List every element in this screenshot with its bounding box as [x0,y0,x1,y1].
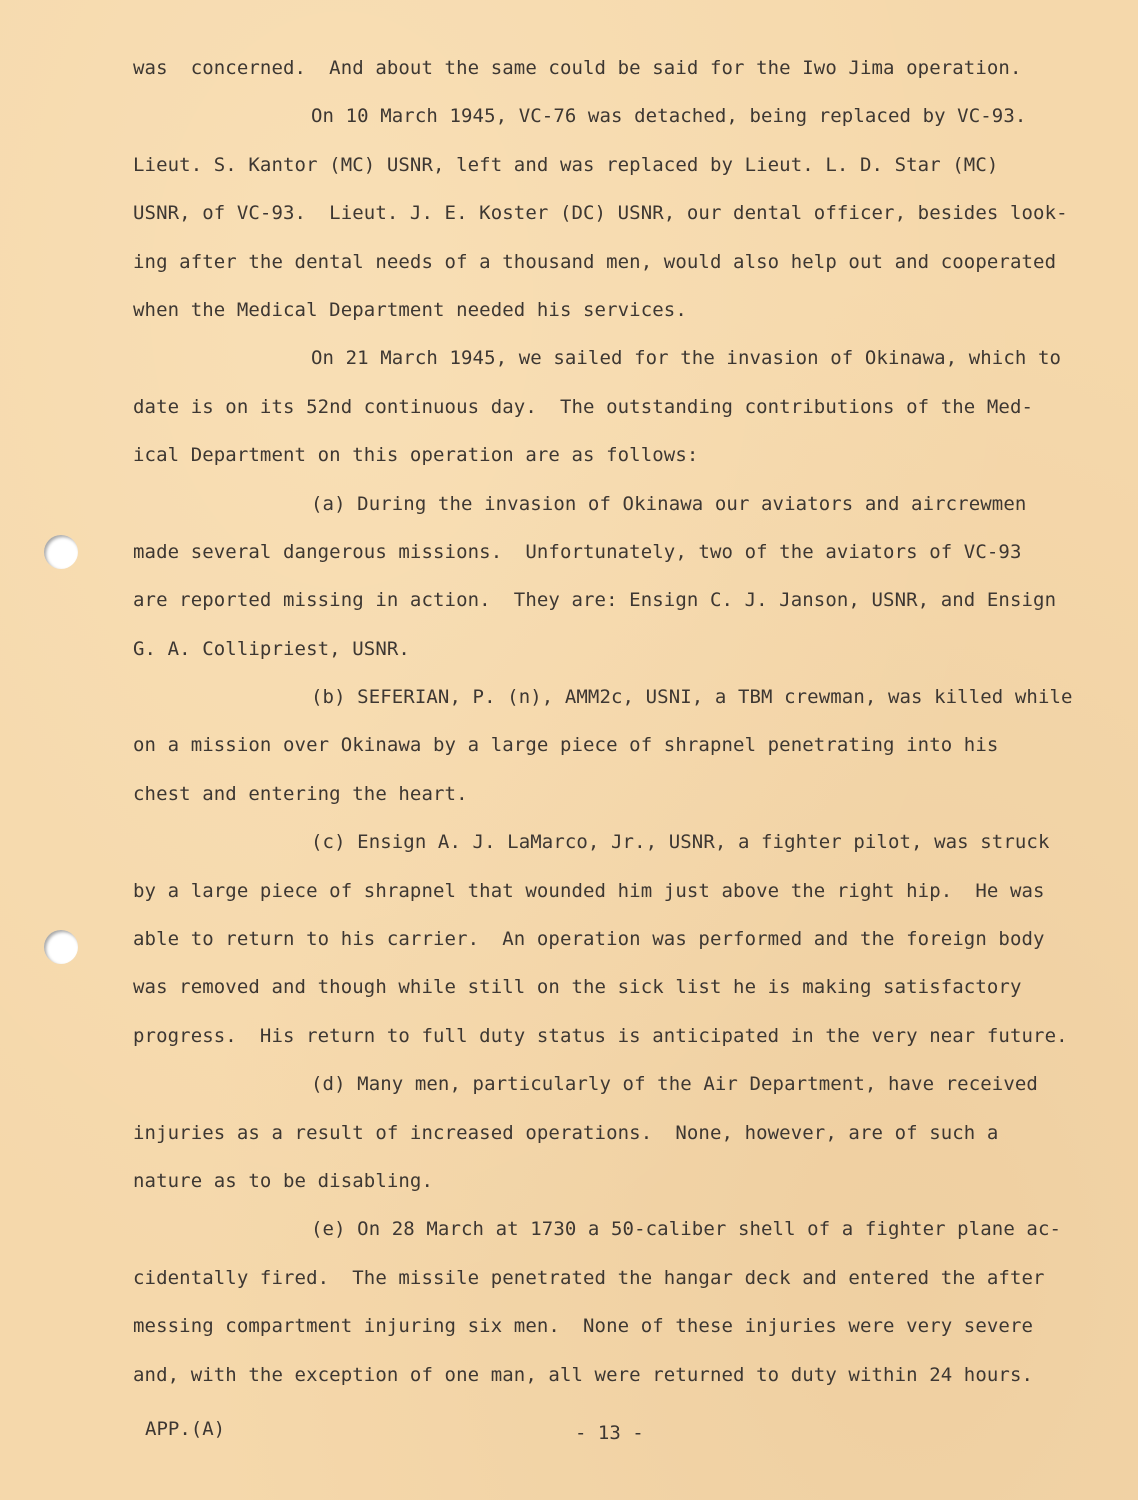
text-line: able to return to his carrier. An operation was performed and the foreign body [133,928,1045,951]
text-line: (d) Many men, particularly of the Air Department, have received [311,1073,1038,1096]
text-line: on a mission over Okinawa by a large piece of shrapnel penetrating into his [133,734,999,757]
text-line: by a large piece of shrapnel that wounded him just above the right hip. He was [133,879,1045,902]
text-line: are reported missing in action. They are: Ensign C. J. Janson, USNR, and Ensign [133,589,1057,612]
text-line: ical Department on this operation are as follows: [133,444,699,467]
text-line: date is on its 52nd continuous day. The outstanding contributions of the Med- [133,395,1034,418]
text-line: messing compartment injuring six men. None of these injuries were very severe [133,1315,1034,1338]
text-line: On 10 March 1945, VC-76 was detached, being replaced by VC-93. [311,105,1027,128]
text-line: when the Medical Department needed his services. [133,298,687,321]
body-text [133,44,1108,1399]
text-line: (e) On 28 March at 1730 a 50-caliber shell of a fighter plane ac- [311,1218,1062,1241]
text-line: (b) SEFERIAN, P. (n), AMM2c, USNI, a TBM crewman, was killed while [311,686,1073,709]
text-line: cidentally fired. The missile penetrated the hangar deck and entered the after [133,1266,1045,1289]
text-line: G. A. Collipriest, USNR. [133,637,410,660]
text-line: USNR, of VC-93. Lieut. J. E. Koster (DC) USNR, our dental officer, besides look- [133,202,1068,225]
text-line: On 21 March 1945, we sailed for the invasion of Okinawa, which to [311,347,1062,370]
text-line: made several dangerous missions. Unfortunately, two of the aviators of VC-93 [133,540,1022,563]
punch-hole-bottom [44,930,78,964]
page-number: - 13 - [575,1422,644,1444]
text-line: (c) Ensign A. J. LaMarco, Jr., USNR, a fighter pilot, was struck [311,831,1050,854]
text-line: was concerned. And about the same could be said for the Iwo Jima operation. [133,57,1022,79]
text-line: was removed and though while still on the sick list he is making satisfactory [133,976,1022,999]
appendix-label: APP.(A) [145,1418,226,1440]
text-line: nature as to be disabling. [133,1169,434,1192]
text-line: (a) During the invasion of Okinawa our aviators and aircrewmen [311,492,1027,515]
text-line: injuries as a result of increased operations. None, however, are of such a [133,1121,999,1144]
text-line: ing after the dental needs of a thousand men, would also help out and cooperated [133,250,1057,273]
text-line: chest and entering the heart. [133,782,468,805]
text-line: progress. His return to full duty status is anticipated in the very near future. [133,1024,1068,1047]
punch-hole-top [44,535,78,569]
text-line: Lieut. S. Kantor (MC) USNR, left and was replaced by Lieut. L. D. Star (MC) [133,153,999,176]
text-line: and, with the exception of one man, all were returned to duty within 24 hours. [133,1363,1034,1386]
